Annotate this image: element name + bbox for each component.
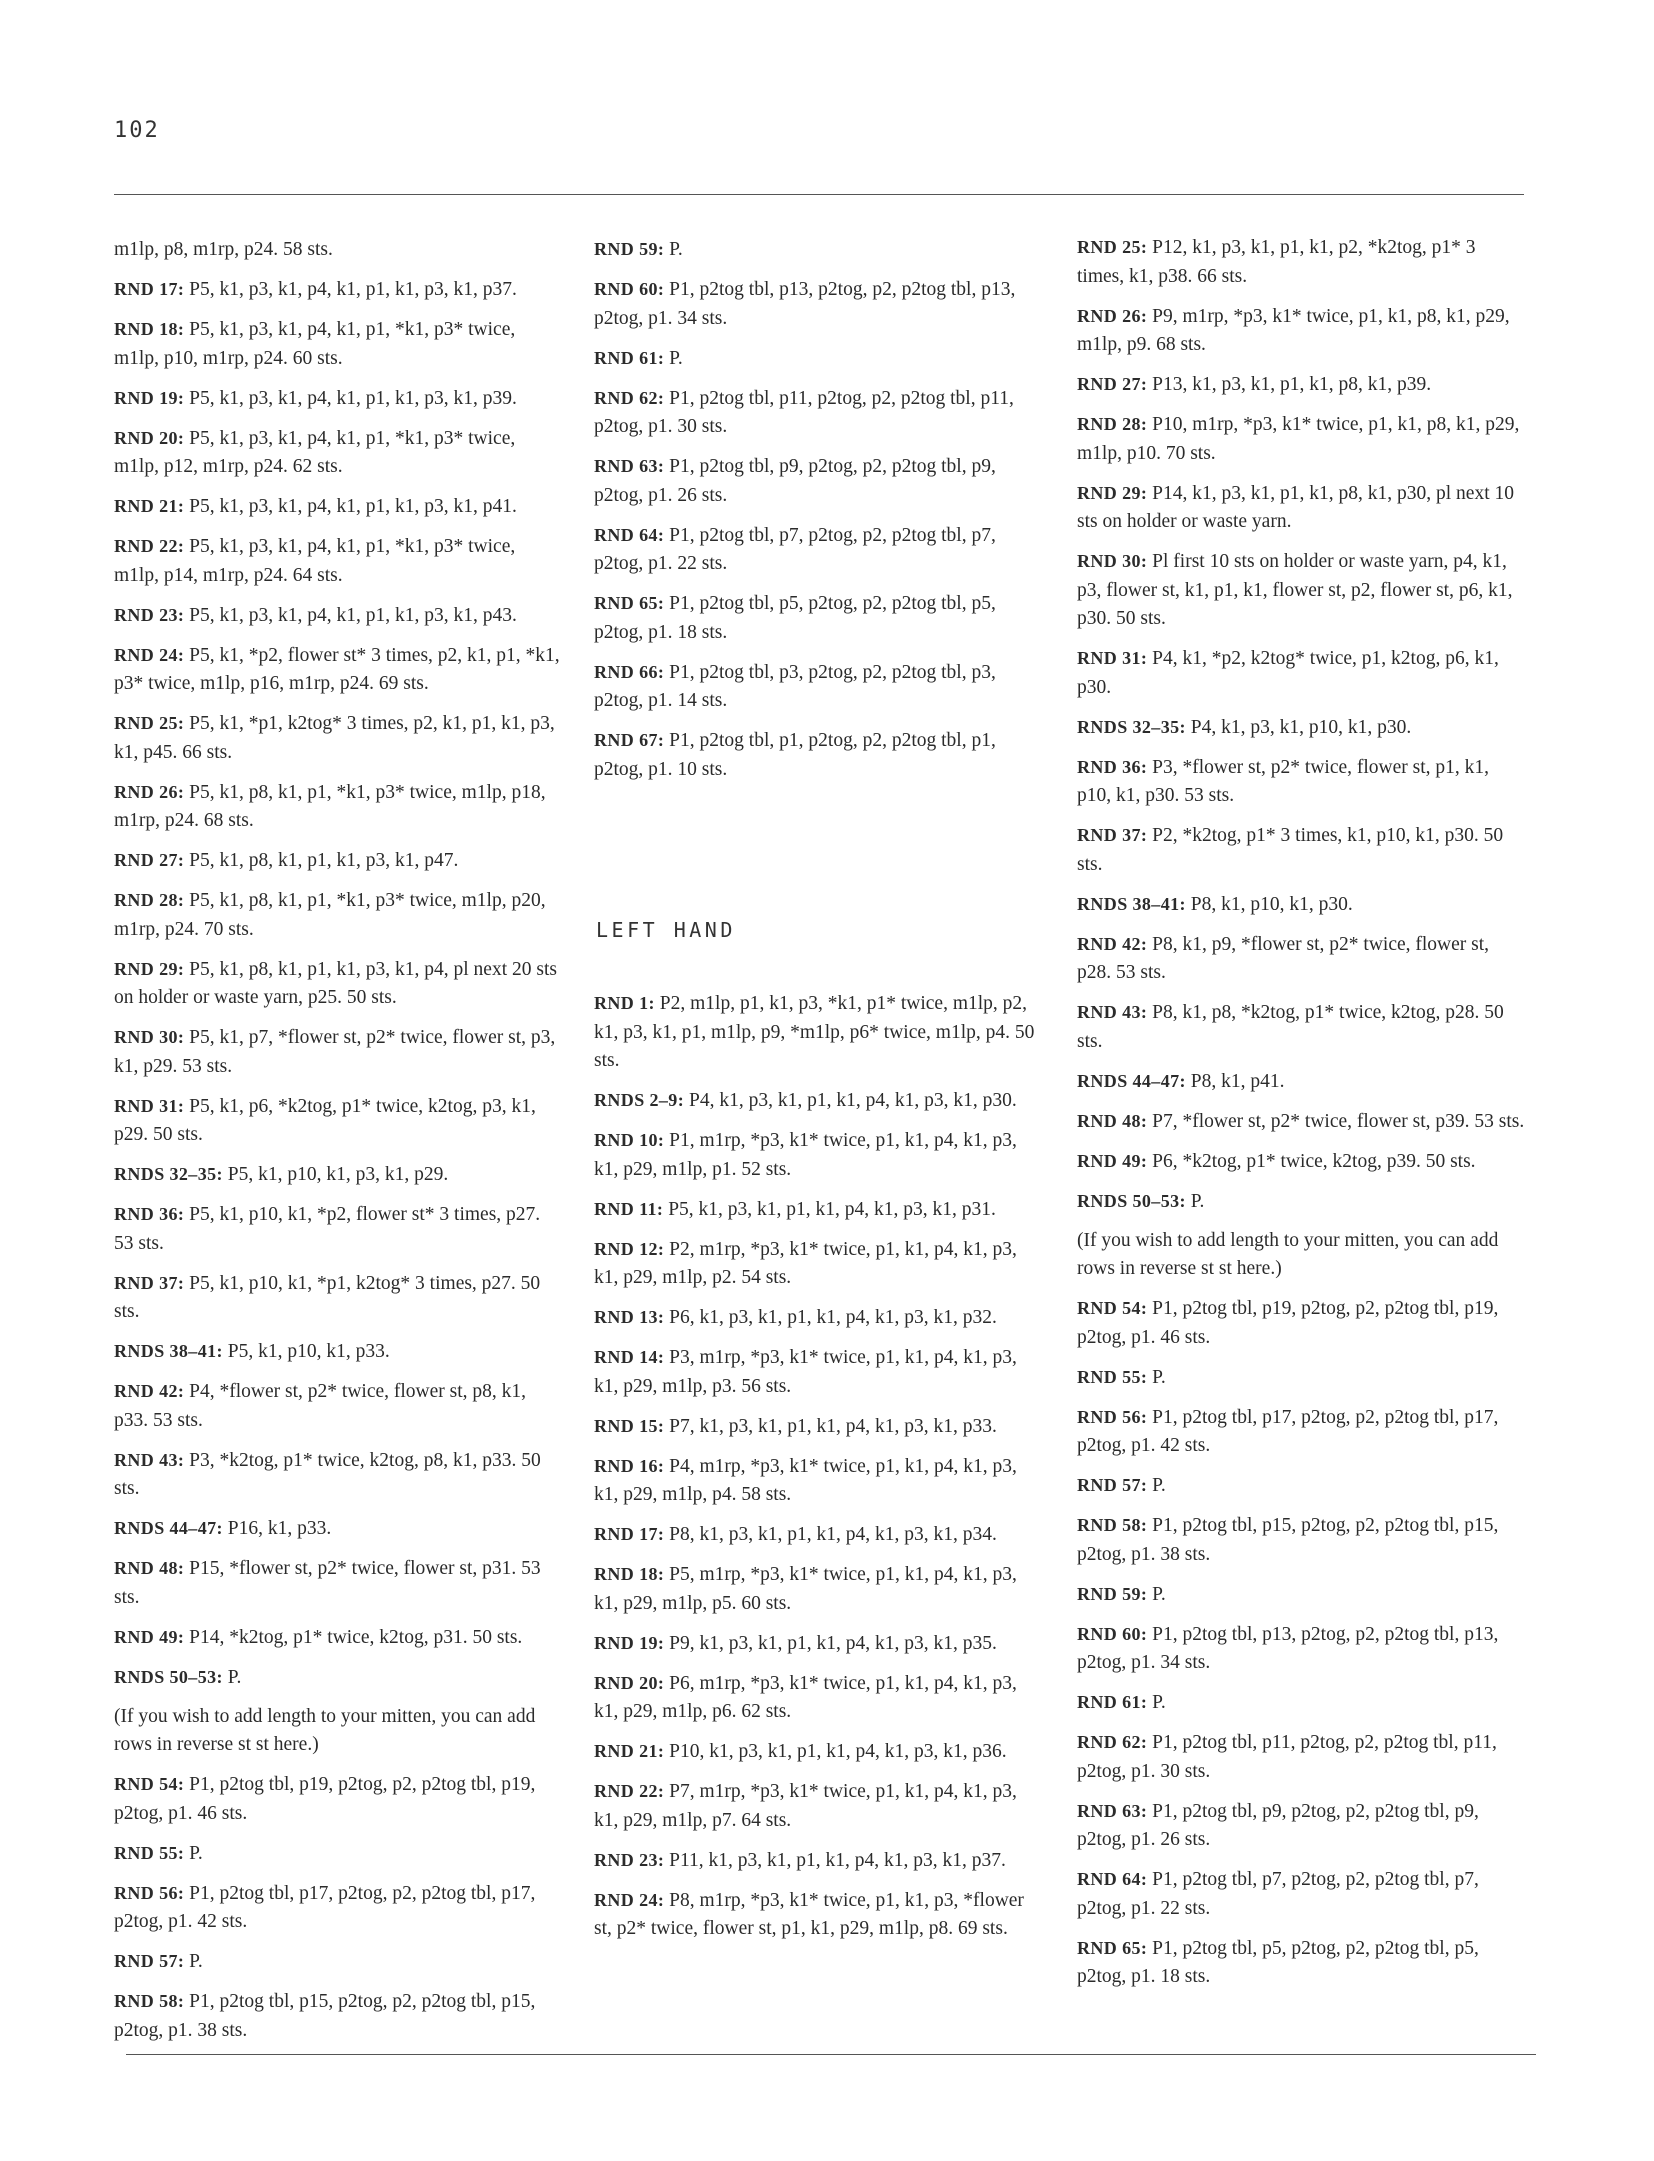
- instruction-row: [1077, 644, 1527, 702]
- round-text: P5, k1, p10, k1, p3, k1, p29.: [222, 1164, 449, 1185]
- round-text: P4, m1rp, *p3, k1* twice, p1, k1, p4, k1, p3, k1, p29, m1lp, p4. 58 sts.: [594, 1455, 1017, 1505]
- round-text: P13, k1, p3, k1, p1, k1, p8, k1, p39.: [1147, 374, 1432, 395]
- instruction-row: [1077, 1067, 1527, 1097]
- round-text: P1, p2tog tbl, p15, p2tog, p2, p2tog tbl, p15, p2tog, p1. 38 sts.: [114, 1991, 536, 2041]
- round-label: RND 42:: [1077, 933, 1148, 954]
- round-label: RND 28:: [114, 890, 185, 910]
- section-heading-left-hand: LEFT HAND: [596, 917, 736, 942]
- instruction-row: [114, 1663, 564, 1693]
- round-label: RND 22:: [114, 536, 185, 556]
- round-label: RND 60:: [594, 279, 665, 299]
- round-label: RND 37:: [114, 1272, 185, 1293]
- instruction-row: [114, 1514, 564, 1544]
- round-label: RND 26:: [1077, 305, 1148, 326]
- round-label: RND 59:: [1077, 1583, 1148, 1604]
- round-text: P1, p2tog tbl, p11, p2tog, p2, p2tog tbl, p11, p2tog, p1. 30 sts.: [594, 387, 1014, 437]
- round-label: RND 43:: [1077, 1002, 1148, 1022]
- round-text: P5, k1, p6, *k2tog, p1* twice, k2tog, p3, k1, p29. 50 sts.: [114, 1095, 536, 1145]
- instruction-row: [114, 1623, 564, 1653]
- round-label: RND 54:: [114, 1774, 185, 1794]
- round-label: RND 43:: [114, 1449, 185, 1470]
- round-text: m1lp, p8, m1rp, p24. 58 sts.: [114, 239, 333, 260]
- round-label: RND 23:: [594, 1849, 665, 1870]
- round-label: RND 24:: [594, 1889, 665, 1910]
- round-text: P5, k1, p8, k1, p1, k1, p3, k1, p4, pl next 20 sts on holder or waste yarn, p25. 50 sts.: [114, 958, 557, 1008]
- round-label: RNDS 32–35:: [1077, 716, 1186, 737]
- round-text: P4, k1, *p2, k2tog* twice, p1, k2tog, p6, k1, p30.: [1077, 648, 1499, 698]
- round-label: RND 15:: [594, 1415, 665, 1436]
- instruction-row: [1077, 1934, 1527, 1992]
- instruction-row: [594, 1886, 1044, 1944]
- round-label: RND 21:: [594, 1741, 665, 1761]
- instruction-row: [1077, 821, 1527, 879]
- round-label: RND 60:: [1077, 1623, 1148, 1644]
- round-text: (If you wish to add length to your mitten, you can add rows in reverse st st here.): [114, 1705, 536, 1755]
- round-text: P8, k1, p3, k1, p1, k1, p4, k1, p3, k1, p34.: [664, 1524, 997, 1545]
- round-text: P5, k1, *p2, flower st* 3 times, p2, k1, p1, *k1, p3* twice, m1lp, p16, m1rp, p24. 69 sts.: [114, 644, 560, 694]
- instruction-row: [594, 1303, 1044, 1333]
- round-label: RND 58:: [1077, 1515, 1148, 1535]
- instruction-row: [114, 1987, 564, 2045]
- round-label: RND 11:: [594, 1198, 664, 1219]
- round-text: P5, k1, *p1, k2tog* 3 times, p2, k1, p1, k1, p3, k1, p45. 66 sts.: [114, 713, 555, 763]
- instruction-row: [114, 532, 564, 590]
- round-label: RND 30:: [114, 1027, 185, 1047]
- round-label: RND 67:: [594, 730, 665, 750]
- round-label: RND 61:: [594, 347, 665, 368]
- round-label: RND 13:: [594, 1307, 665, 1327]
- instruction-row: [1077, 1363, 1527, 1393]
- round-text: P.: [664, 239, 683, 260]
- round-label: RNDS 32–35:: [114, 1164, 223, 1184]
- instruction-row: [594, 1412, 1044, 1442]
- round-label: RND 48:: [114, 1558, 185, 1578]
- round-text: P3, m1rp, *p3, k1* twice, p1, k1, p4, k1, p3, k1, p29, m1lp, p3. 56 sts.: [594, 1347, 1017, 1397]
- instruction-row: [114, 1023, 564, 1081]
- round-text: P14, *k2tog, p1* twice, k2tog, p31. 50 sts.: [184, 1626, 523, 1648]
- instruction-row: [1077, 1688, 1527, 1718]
- instruction-row: [1077, 1147, 1527, 1177]
- round-text: P7, k1, p3, k1, p1, k1, p4, k1, p3, k1, p33.: [664, 1415, 997, 1437]
- instruction-row: [1077, 1294, 1527, 1352]
- instruction-row: [1077, 1620, 1527, 1678]
- round-label: RND 57:: [114, 1951, 185, 1971]
- instruction-row: [594, 384, 1044, 442]
- instruction-row: [1077, 1728, 1527, 1786]
- round-label: RND 29:: [114, 958, 185, 979]
- instruction-row: [594, 658, 1044, 716]
- round-label: RND 59:: [594, 239, 665, 259]
- instruction-row: [114, 641, 564, 699]
- round-label: RNDS 44–47:: [114, 1518, 223, 1538]
- round-text: P8, k1, p41.: [1185, 1070, 1285, 1092]
- round-label: RND 19:: [114, 387, 185, 408]
- round-text: P3, *k2tog, p1* twice, k2tog, p8, k1, p33. 50 sts.: [114, 1449, 541, 1499]
- instruction-row: [1077, 753, 1527, 811]
- round-label: RND 57:: [1077, 1475, 1148, 1495]
- round-label: RND 62:: [1077, 1732, 1148, 1752]
- round-text: P5, k1, p3, k1, p4, k1, p1, *k1, p3* twice, m1lp, p12, m1rp, p24. 62 sts.: [114, 427, 516, 477]
- round-text: P1, p2tog tbl, p7, p2tog, p2, p2tog tbl, p7, p2tog, p1. 22 sts.: [594, 524, 996, 574]
- instruction-row: [594, 521, 1044, 579]
- instruction-row: [1077, 410, 1527, 468]
- round-label: RND 62:: [594, 387, 665, 408]
- bottom-rule: [126, 2054, 1536, 2055]
- round-text: P5, k1, p3, k1, p1, k1, p4, k1, p3, k1, p31.: [663, 1198, 996, 1220]
- instruction-row: [594, 1777, 1044, 1835]
- round-label: RND 24:: [114, 644, 185, 665]
- round-text: P15, *flower st, p2* twice, flower st, p31. 53 sts.: [114, 1558, 541, 1608]
- round-text: P6, *k2tog, p1* twice, k2tog, p39. 50 sts.: [1147, 1150, 1476, 1172]
- round-text: P10, m1rp, *p3, k1* twice, p1, k1, p8, k1, p29, m1lp, p10. 70 sts.: [1077, 414, 1520, 464]
- instruction-row: [114, 1947, 564, 1977]
- round-text: P1, p2tog tbl, p7, p2tog, p2, p2tog tbl, p7, p2tog, p1. 22 sts.: [1077, 1869, 1479, 1919]
- round-label: RND 20:: [594, 1672, 665, 1693]
- instruction-row: [1077, 1187, 1527, 1217]
- instruction-row: [114, 1160, 564, 1190]
- instruction-row: [1077, 1511, 1527, 1569]
- round-label: RND 1:: [594, 993, 655, 1013]
- round-text: P6, m1rp, *p3, k1* twice, p1, k1, p4, k1, p3, k1, p29, m1lp, p6. 62 sts.: [594, 1672, 1017, 1722]
- instruction-row: [114, 1703, 564, 1760]
- instruction-row: [594, 1520, 1044, 1550]
- instruction-row: [1077, 713, 1527, 743]
- instruction-row: [114, 1879, 564, 1937]
- instruction-row: [114, 955, 564, 1013]
- instruction-row: [594, 235, 1044, 265]
- round-text: P.: [1185, 1190, 1205, 1212]
- round-text: (If you wish to add length to your mitten, you can add rows in reverse st st here.): [1077, 1229, 1499, 1279]
- instruction-row: [114, 886, 564, 944]
- round-text: P5, k1, p3, k1, p4, k1, p1, k1, p3, k1, p39.: [184, 387, 517, 409]
- round-text: P2, m1rp, *p3, k1* twice, p1, k1, p4, k1, p3, k1, p29, m1lp, p2. 54 sts.: [594, 1238, 1017, 1288]
- instruction-row: [114, 1554, 564, 1612]
- instruction-row: [1077, 1471, 1527, 1501]
- round-text: P1, p2tog tbl, p19, p2tog, p2, p2tog tbl, p19, p2tog, p1. 46 sts.: [1077, 1298, 1499, 1348]
- instruction-row: [114, 1337, 564, 1367]
- instruction-row: [114, 601, 564, 631]
- instruction-row: [1077, 1580, 1527, 1610]
- instruction-row: [1077, 1865, 1527, 1923]
- instruction-row: [594, 1343, 1044, 1401]
- round-label: RND 19:: [594, 1632, 665, 1653]
- round-label: RND 25:: [114, 713, 185, 733]
- round-text: P5, k1, p3, k1, p4, k1, p1, k1, p3, k1, p37.: [184, 279, 517, 300]
- instruction-row: [114, 778, 564, 836]
- instruction-row: [594, 1846, 1044, 1876]
- round-label: RND 10:: [594, 1130, 665, 1150]
- round-text: P5, k1, p10, k1, p33.: [222, 1341, 390, 1362]
- instruction-row: [1077, 1797, 1527, 1855]
- instruction-row: [594, 275, 1044, 333]
- round-text: P8, k1, p8, *k2tog, p1* twice, k2tog, p28. 50 sts.: [1077, 1002, 1504, 1052]
- page-number: 102: [114, 118, 160, 143]
- round-text: P8, k1, p10, k1, p30.: [1185, 893, 1353, 915]
- round-text: Pl first 10 sts on holder or waste yarn, p4, k1, p3, flower st, k1, p1, k1, flower st, p2, flower st, p6, k1, p30. 50 sts.: [1077, 551, 1513, 629]
- round-text: P2, *k2tog, p1* 3 times, k1, p10, k1, p30. 50 sts.: [1077, 825, 1504, 875]
- round-text: P12, k1, p3, k1, p1, k1, p2, *k2tog, p1* 3 times, k1, p38. 66 sts.: [1077, 237, 1476, 287]
- instruction-row: [594, 1195, 1044, 1225]
- instruction-row: [114, 384, 564, 414]
- round-label: RNDS 50–53:: [1077, 1190, 1186, 1211]
- round-label: RND 37:: [1077, 825, 1148, 845]
- round-text: P1, p2tog tbl, p11, p2tog, p2, p2tog tbl, p11, p2tog, p1. 30 sts.: [1077, 1732, 1497, 1782]
- instruction-row: [594, 1126, 1044, 1184]
- round-text: P8, m1rp, *p3, k1* twice, p1, k1, p3, *flower st, p2* twice, flower st, p1, k1, p29, m1lp, p8. 69 sts.: [594, 1889, 1024, 1939]
- round-text: P16, k1, p33.: [222, 1518, 332, 1539]
- round-label: RND 14:: [594, 1347, 665, 1367]
- instruction-row: [594, 989, 1044, 1076]
- round-text: P.: [1147, 1583, 1166, 1605]
- round-label: RND 55:: [114, 1842, 185, 1863]
- round-label: RND 48:: [1077, 1110, 1148, 1131]
- instruction-row: [114, 709, 564, 767]
- round-label: RND 17:: [114, 279, 185, 299]
- round-label: RND 49:: [1077, 1150, 1148, 1171]
- instruction-row: [1077, 479, 1527, 537]
- round-label: RND 64:: [594, 524, 665, 545]
- round-text: P4, k1, p3, k1, p1, k1, p4, k1, p3, k1, p30.: [684, 1090, 1017, 1111]
- instruction-row: [1077, 1227, 1527, 1284]
- round-label: RND 56:: [114, 1882, 185, 1903]
- instruction-row: [114, 1200, 564, 1258]
- round-label: RND 17:: [594, 1524, 665, 1544]
- instruction-row: [594, 1629, 1044, 1659]
- round-label: RND 12:: [594, 1238, 665, 1259]
- instruction-row: [594, 452, 1044, 510]
- round-label: RND 22:: [594, 1781, 665, 1801]
- instruction-row: [594, 1737, 1044, 1767]
- round-label: RND 29:: [1077, 482, 1148, 503]
- instruction-row: [594, 589, 1044, 647]
- column-1: [114, 236, 564, 2056]
- round-label: RND 42:: [114, 1381, 185, 1401]
- round-text: P1, p2tog tbl, p19, p2tog, p2, p2tog tbl, p19, p2tog, p1. 46 sts.: [114, 1774, 536, 1824]
- round-text: P.: [664, 347, 683, 369]
- round-label: RND 56:: [1077, 1406, 1148, 1427]
- round-label: RND 21:: [114, 496, 185, 516]
- instruction-row: [594, 1086, 1044, 1116]
- round-text: P1, p2tog tbl, p9, p2tog, p2, p2tog tbl, p9, p2tog, p1. 26 sts.: [594, 456, 996, 506]
- round-label: RND 54:: [1077, 1298, 1148, 1318]
- round-text: P5, k1, p8, k1, p1, *k1, p3* twice, m1lp, p20, m1rp, p24. 70 sts.: [114, 890, 546, 940]
- round-label: RNDS 50–53:: [114, 1666, 223, 1687]
- round-text: P1, m1rp, *p3, k1* twice, p1, k1, p4, k1, p3, k1, p29, m1lp, p1. 52 sts.: [594, 1130, 1017, 1180]
- instruction-row: [114, 1770, 564, 1828]
- round-text: P5, k1, p8, k1, p1, *k1, p3* twice, m1lp, p18, m1rp, p24. 68 sts.: [114, 781, 546, 831]
- instruction-row: [594, 1669, 1044, 1727]
- round-label: RND 66:: [594, 661, 665, 682]
- round-text: P.: [1147, 1692, 1166, 1713]
- round-text: P1, p2tog tbl, p13, p2tog, p2, p2tog tbl, p13, p2tog, p1. 34 sts.: [594, 279, 1016, 329]
- instruction-row: [594, 726, 1044, 784]
- round-label: RND 26:: [114, 781, 185, 802]
- round-label: RND 36:: [114, 1204, 185, 1224]
- instruction-row: [1077, 1107, 1527, 1137]
- round-text: P1, p2tog tbl, p9, p2tog, p2, p2tog tbl, p9, p2tog, p1. 26 sts.: [1077, 1800, 1479, 1850]
- round-text: P5, k1, p3, k1, p4, k1, p1, k1, p3, k1, p43.: [184, 604, 517, 626]
- round-label: RND 28:: [1077, 414, 1148, 434]
- round-label: RND 65:: [1077, 1937, 1148, 1958]
- instruction-row: [1077, 302, 1527, 360]
- round-text: P.: [184, 1951, 203, 1972]
- section-gap: [594, 795, 1044, 916]
- instruction-row: [114, 1446, 564, 1504]
- round-label: RND 63:: [594, 456, 665, 476]
- round-text: P9, k1, p3, k1, p1, k1, p4, k1, p3, k1, p35.: [664, 1632, 997, 1654]
- round-text: P.: [1147, 1475, 1166, 1496]
- instruction-row: [114, 846, 564, 876]
- instruction-row: [594, 344, 1044, 374]
- round-text: P1, p2tog tbl, p17, p2tog, p2, p2tog tbl, p17, p2tog, p1. 42 sts.: [1077, 1406, 1499, 1456]
- round-label: RND 27:: [114, 850, 185, 870]
- instruction-row: [114, 1377, 564, 1435]
- round-text: P.: [184, 1842, 203, 1864]
- round-label: RND 16:: [594, 1455, 665, 1476]
- round-label: RND 20:: [114, 427, 185, 448]
- instruction-row: [114, 424, 564, 482]
- instruction-row: [1077, 547, 1527, 634]
- round-label: RND 25:: [1077, 237, 1148, 257]
- instruction-row: [114, 275, 564, 305]
- round-text: P1, p2tog tbl, p15, p2tog, p2, p2tog tbl, p15, p2tog, p1. 38 sts.: [1077, 1515, 1499, 1565]
- round-label: RND 64:: [1077, 1869, 1148, 1889]
- instruction-row: [1077, 233, 1527, 291]
- round-text: P1, p2tog tbl, p5, p2tog, p2, p2tog tbl, p5, p2tog, p1. 18 sts.: [594, 593, 996, 643]
- instruction-row: [1077, 998, 1527, 1056]
- instruction-row: [594, 1560, 1044, 1618]
- round-text: P14, k1, p3, k1, p1, k1, p8, k1, p30, pl next 10 sts on holder or waste yarn.: [1077, 482, 1515, 532]
- left-hand-instructions: [594, 989, 1044, 1944]
- round-label: RNDS 38–41:: [1077, 893, 1186, 914]
- round-text: P5, k1, p7, *flower st, p2* twice, flower st, p3, k1, p29. 53 sts.: [114, 1027, 556, 1077]
- column-2-instructions: [594, 235, 1044, 784]
- round-text: P1, p2tog tbl, p13, p2tog, p2, p2tog tbl, p13, p2tog, p1. 34 sts.: [1077, 1623, 1499, 1673]
- instruction-row: [594, 1235, 1044, 1293]
- instruction-row: [114, 236, 564, 265]
- round-text: P6, k1, p3, k1, p1, k1, p4, k1, p3, k1, p32.: [664, 1307, 997, 1328]
- round-text: P10, k1, p3, k1, p1, k1, p4, k1, p3, k1, p36.: [664, 1741, 1007, 1762]
- round-label: RND 63:: [1077, 1800, 1148, 1821]
- instruction-row: [114, 492, 564, 522]
- round-label: RNDS 38–41:: [114, 1341, 223, 1361]
- round-text: P5, k1, p3, k1, p4, k1, p1, *k1, p3* twice, m1lp, p14, m1rp, p24. 64 sts.: [114, 536, 516, 586]
- round-text: P7, m1rp, *p3, k1* twice, p1, k1, p4, k1, p3, k1, p29, m1lp, p7. 64 sts.: [594, 1781, 1017, 1831]
- instruction-row: [114, 1839, 564, 1869]
- round-label: RND 65:: [594, 593, 665, 613]
- instruction-row: [114, 315, 564, 373]
- round-text: P5, k1, p3, k1, p4, k1, p1, *k1, p3* twice, m1lp, p10, m1rp, p24. 60 sts.: [114, 319, 516, 369]
- round-text: P8, k1, p9, *flower st, p2* twice, flower st, p28. 53 sts.: [1077, 933, 1490, 983]
- round-text: P7, *flower st, p2* twice, flower st, p39. 53 sts.: [1147, 1110, 1525, 1132]
- round-label: RND 49:: [114, 1626, 185, 1647]
- round-text: P1, p2tog tbl, p17, p2tog, p2, p2tog tbl, p17, p2tog, p1. 42 sts.: [114, 1882, 536, 1932]
- round-text: P.: [1147, 1366, 1166, 1388]
- column-2: [594, 235, 1044, 1954]
- round-text: P5, m1rp, *p3, k1* twice, p1, k1, p4, k1, p3, k1, p29, m1lp, p5. 60 sts.: [594, 1564, 1017, 1614]
- instruction-row: [1077, 370, 1527, 400]
- round-text: P4, k1, p3, k1, p10, k1, p30.: [1185, 716, 1412, 738]
- round-text: P5, k1, p10, k1, *p1, k2tog* 3 times, p27. 50 sts.: [114, 1272, 541, 1322]
- instruction-row: [114, 1269, 564, 1327]
- round-label: RND 31:: [1077, 648, 1148, 668]
- round-text: P4, *flower st, p2* twice, flower st, p8, k1, p33. 53 sts.: [114, 1381, 527, 1431]
- instruction-row: [1077, 930, 1527, 988]
- round-label: RND 55:: [1077, 1366, 1148, 1387]
- round-text: P.: [222, 1666, 242, 1688]
- round-label: RNDS 2–9:: [594, 1090, 685, 1110]
- instruction-row: [114, 1092, 564, 1150]
- instruction-row: [1077, 890, 1527, 920]
- round-text: P3, *flower st, p2* twice, flower st, p1, k1, p10, k1, p30. 53 sts.: [1077, 756, 1490, 806]
- instruction-row: [1077, 1403, 1527, 1461]
- round-text: P1, p2tog tbl, p1, p2tog, p2, p2tog tbl, p1, p2tog, p1. 10 sts.: [594, 730, 996, 780]
- round-label: RNDS 44–47:: [1077, 1070, 1186, 1091]
- round-text: P5, k1, p3, k1, p4, k1, p1, k1, p3, k1, p41.: [184, 496, 517, 517]
- round-label: RND 27:: [1077, 374, 1148, 394]
- round-text: P5, k1, p10, k1, *p2, flower st* 3 times, p27. 53 sts.: [114, 1204, 541, 1254]
- round-label: RND 23:: [114, 604, 185, 625]
- column-3: [1077, 233, 1527, 2002]
- round-text: P11, k1, p3, k1, p1, k1, p4, k1, p3, k1, p37.: [664, 1849, 1006, 1871]
- round-label: RND 18:: [594, 1564, 665, 1584]
- instruction-row: [594, 1452, 1044, 1510]
- round-label: RND 58:: [114, 1991, 185, 2011]
- round-label: RND 18:: [114, 319, 185, 339]
- round-text: P1, p2tog tbl, p5, p2tog, p2, p2tog tbl, p5, p2tog, p1. 18 sts.: [1077, 1937, 1479, 1987]
- round-label: RND 61:: [1077, 1692, 1148, 1712]
- round-label: RND 36:: [1077, 756, 1148, 777]
- round-text: P1, p2tog tbl, p3, p2tog, p2, p2tog tbl, p3, p2tog, p1. 14 sts.: [594, 661, 996, 711]
- round-text: P9, m1rp, *p3, k1* twice, p1, k1, p8, k1, p29, m1lp, p9. 68 sts.: [1077, 305, 1510, 355]
- round-text: P2, m1lp, p1, k1, p3, *k1, p1* twice, m1lp, p2, k1, p3, k1, p1, m1lp, p9, *m1lp, p6* twice, m1lp, p4. 50 sts.: [594, 993, 1035, 1071]
- round-text: P5, k1, p8, k1, p1, k1, p3, k1, p47.: [184, 850, 459, 871]
- round-label: RND 31:: [114, 1095, 185, 1116]
- top-rule: [114, 194, 1524, 195]
- round-label: RND 30:: [1077, 551, 1148, 571]
